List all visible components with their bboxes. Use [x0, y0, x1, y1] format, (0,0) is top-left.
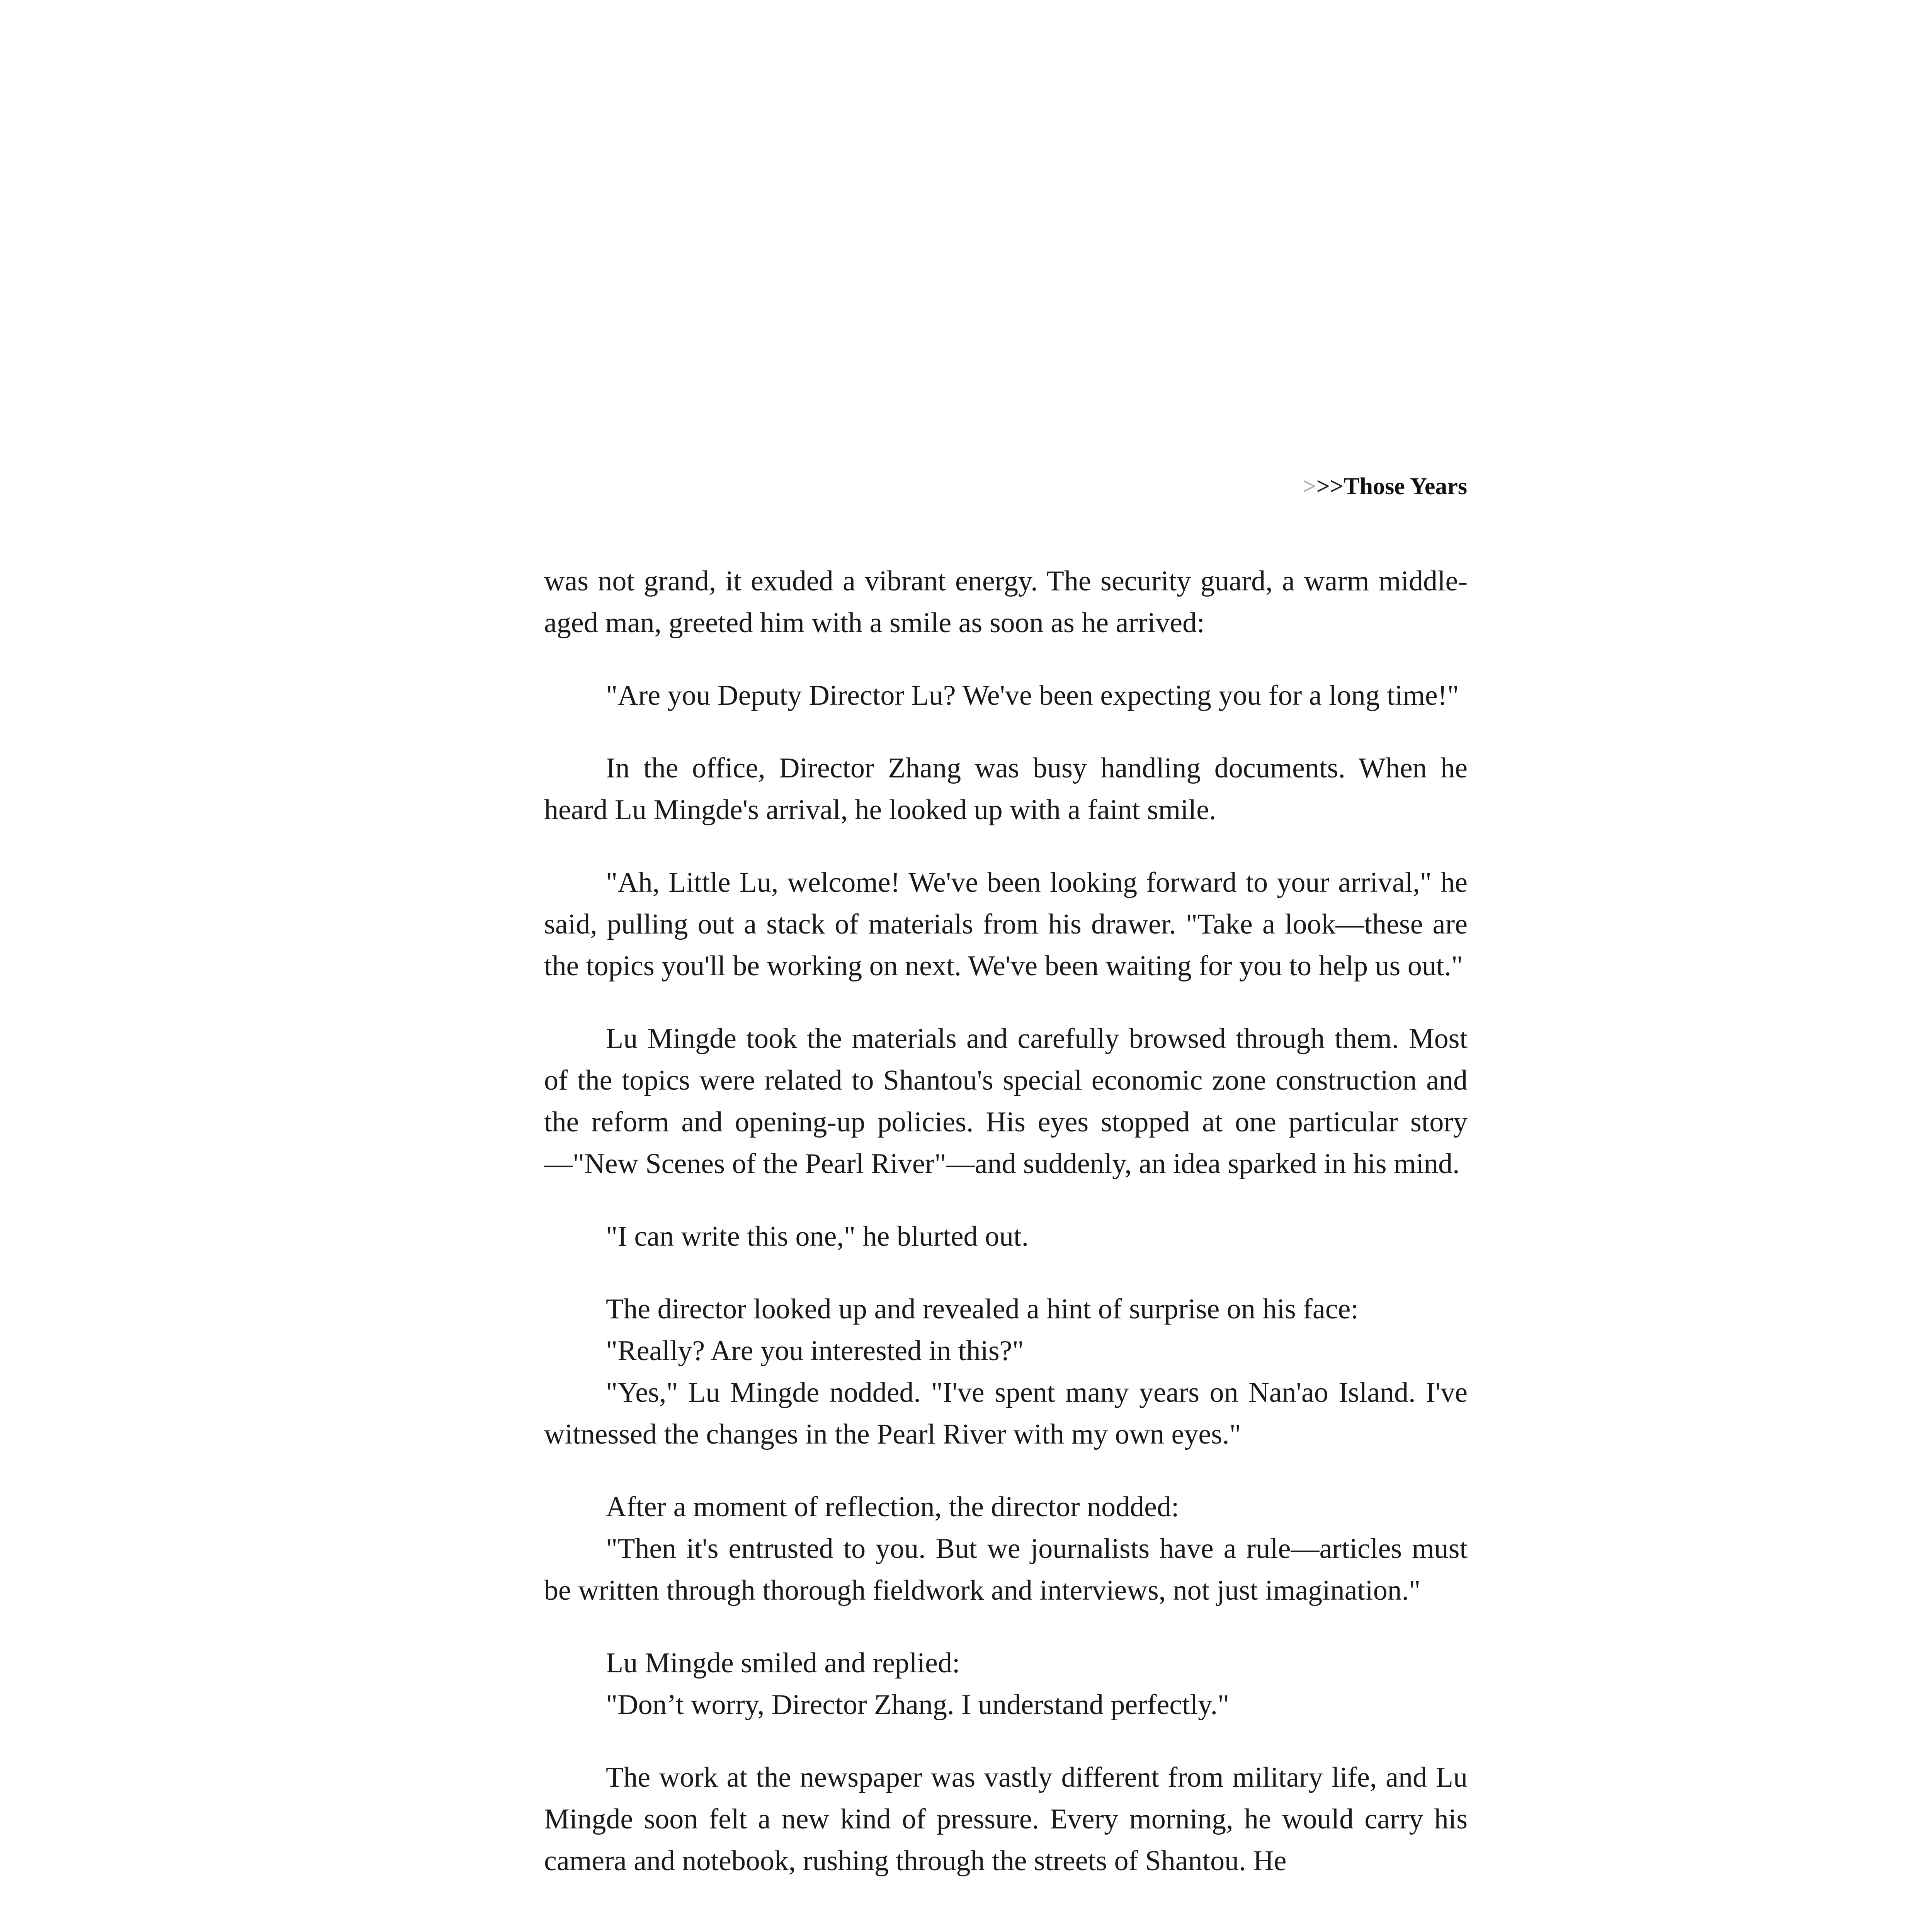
paragraph: "Don’t worry, Director Zhang. I understand perfectly." [606, 1689, 1230, 1721]
paragraph: "Really? Are you interested in this?" [606, 1335, 1024, 1367]
paragraph: After a moment of reflection, the director nodded: [606, 1491, 1179, 1523]
paragraph: In the office, Director Zhang was busy handling documents. When he heard Lu Mingde's arrival, he looked up with a faint smile. [544, 752, 1468, 826]
paragraph: "I can write this one," he blurted out. [606, 1221, 1029, 1252]
paragraph: was not grand, it exuded a vibrant energy. The security guard, a warm middle-aged man, greeted him with a smile as soon as he arrived: [544, 565, 1468, 639]
header-title: Those Years [1344, 473, 1467, 500]
paragraph: The work at the newspaper was vastly different from military life, and Lu Mingde soon felt a new kind of pressure. Every morning, he would carry his camera and notebook, rushing through the streets of Shantou. He [544, 1762, 1468, 1877]
header-arrow-faint: > [1303, 473, 1316, 500]
running-header [1303, 474, 1467, 498]
paragraph: "Yes," Lu Mingde nodded. "I've spent many years on Nan'ao Island. I've witnessed the changes in the Pearl River with my own eyes." [544, 1377, 1468, 1450]
paragraph: "Are you Deputy Director Lu? We've been expecting you for a long time!" [606, 680, 1459, 711]
paragraph: "Then it's entrusted to you. But we journalists have a rule—articles must be written through thorough fieldwork and interviews, not just imagination." [544, 1533, 1468, 1606]
paragraph: Lu Mingde took the materials and carefully browsed through them. Most of the topics were related to Shantou's special economic zone construction and the reform and opening-up policies. His eyes stopped at one particular story—"New Scenes of the Pearl River"—and suddenly, an idea sparked in his mind. [544, 1023, 1468, 1180]
body-text [544, 560, 1468, 1882]
paragraph: "Ah, Little Lu, welcome! We've been looking forward to your arrival," he said, pulling out a stack of materials from his drawer. "Take a look—these are the topics you'll be working on next. We've been waiting for you to help us out." [544, 867, 1468, 982]
paragraph: The director looked up and revealed a hint of surprise on his face: [606, 1293, 1359, 1325]
paragraph: Lu Mingde smiled and replied: [606, 1647, 960, 1679]
header-arrow-dark: >> [1316, 473, 1344, 500]
